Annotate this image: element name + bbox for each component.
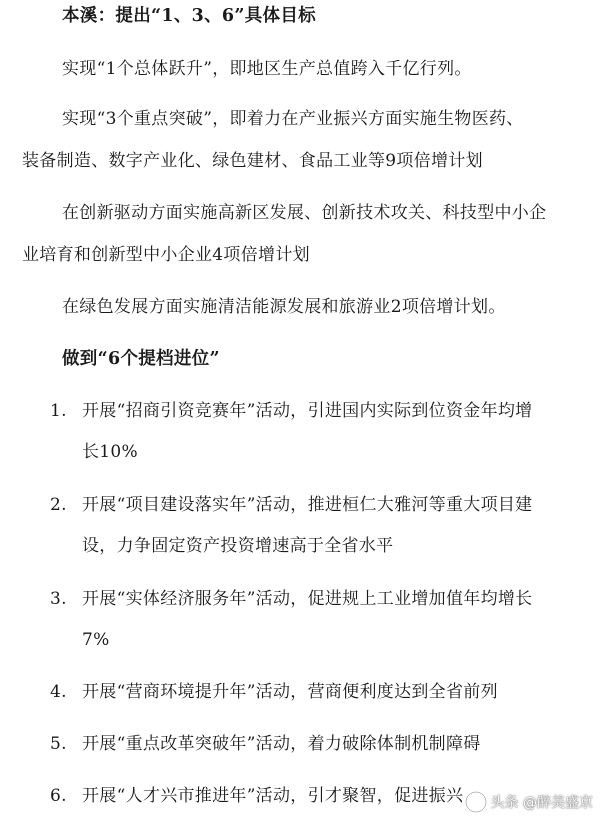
list-item-continuation: 设，力争固定资产投资增速高于全省水平 bbox=[82, 536, 394, 556]
list-item-number: 3. bbox=[50, 589, 67, 609]
paragraph-total-leap: 实现“1个总体跃升”，即地区生产总值跨入千亿行列。 bbox=[62, 59, 472, 79]
list-item-number: 5. bbox=[50, 734, 67, 754]
list-item bbox=[50, 399, 532, 423]
heading-benxi-goals: 本溪：提出“1、3、6”具体目标 bbox=[62, 6, 316, 26]
list-item-text: 开展“项目建设落实年”活动，推进桓仁大雅河等重大项目建 bbox=[82, 495, 533, 515]
list-item bbox=[50, 680, 498, 704]
list-item-number: 6. bbox=[50, 786, 67, 806]
list-item-text: 开展“招商引资竞赛年”活动，引进国内实际到位资金年均增 bbox=[82, 401, 533, 421]
paragraph-key-breakthroughs-line2: 装备制造、数字产业化、绿色建材、食品工业等9项倍增计划 bbox=[22, 151, 483, 171]
heading-six-upgrades: 做到“6个提档进位” bbox=[62, 349, 220, 369]
list-item-text: 开展“重点改革突破年”活动，着力破除体制机制障碍 bbox=[82, 734, 481, 754]
list-item-number: 4. bbox=[50, 682, 67, 702]
list-item-continuation: 长10% bbox=[82, 442, 138, 462]
list-item bbox=[50, 732, 481, 756]
list-item-text: 开展“营商环境提升年”活动，营商便利度达到全省前列 bbox=[82, 682, 498, 702]
paragraph-key-breakthroughs-line1: 实现“3个重点突破”，即着力在产业振兴方面实施生物医药、 bbox=[62, 109, 524, 129]
watermark bbox=[465, 788, 593, 816]
list-item bbox=[50, 493, 532, 517]
watermark-text: 头条 @醉美盛京 bbox=[490, 795, 593, 811]
paragraph-green-development: 在绿色发展方面实施清洁能源发展和旅游业2项倍增计划。 bbox=[62, 297, 506, 317]
list-item-continuation: 7% bbox=[82, 630, 110, 650]
paragraph-innovation-line1: 在创新驱动方面实施高新区发展、创新技术攻关、科技型中小企 bbox=[62, 203, 547, 223]
list-item-number: 2. bbox=[50, 495, 67, 515]
list-item-text: 开展“实体经济服务年”活动，促进规上工业增加值年均增长 bbox=[82, 589, 533, 609]
paragraph-innovation-line2: 业培育和创新型中小企业4项倍增计划 bbox=[22, 245, 310, 265]
list-item bbox=[50, 587, 532, 611]
list-item-text: 开展“人才兴市推进年”活动，引才聚智，促进振兴 bbox=[82, 786, 464, 806]
list-item bbox=[50, 784, 463, 808]
toutiao-logo-icon bbox=[465, 791, 487, 813]
list-item-number: 1. bbox=[50, 401, 67, 421]
